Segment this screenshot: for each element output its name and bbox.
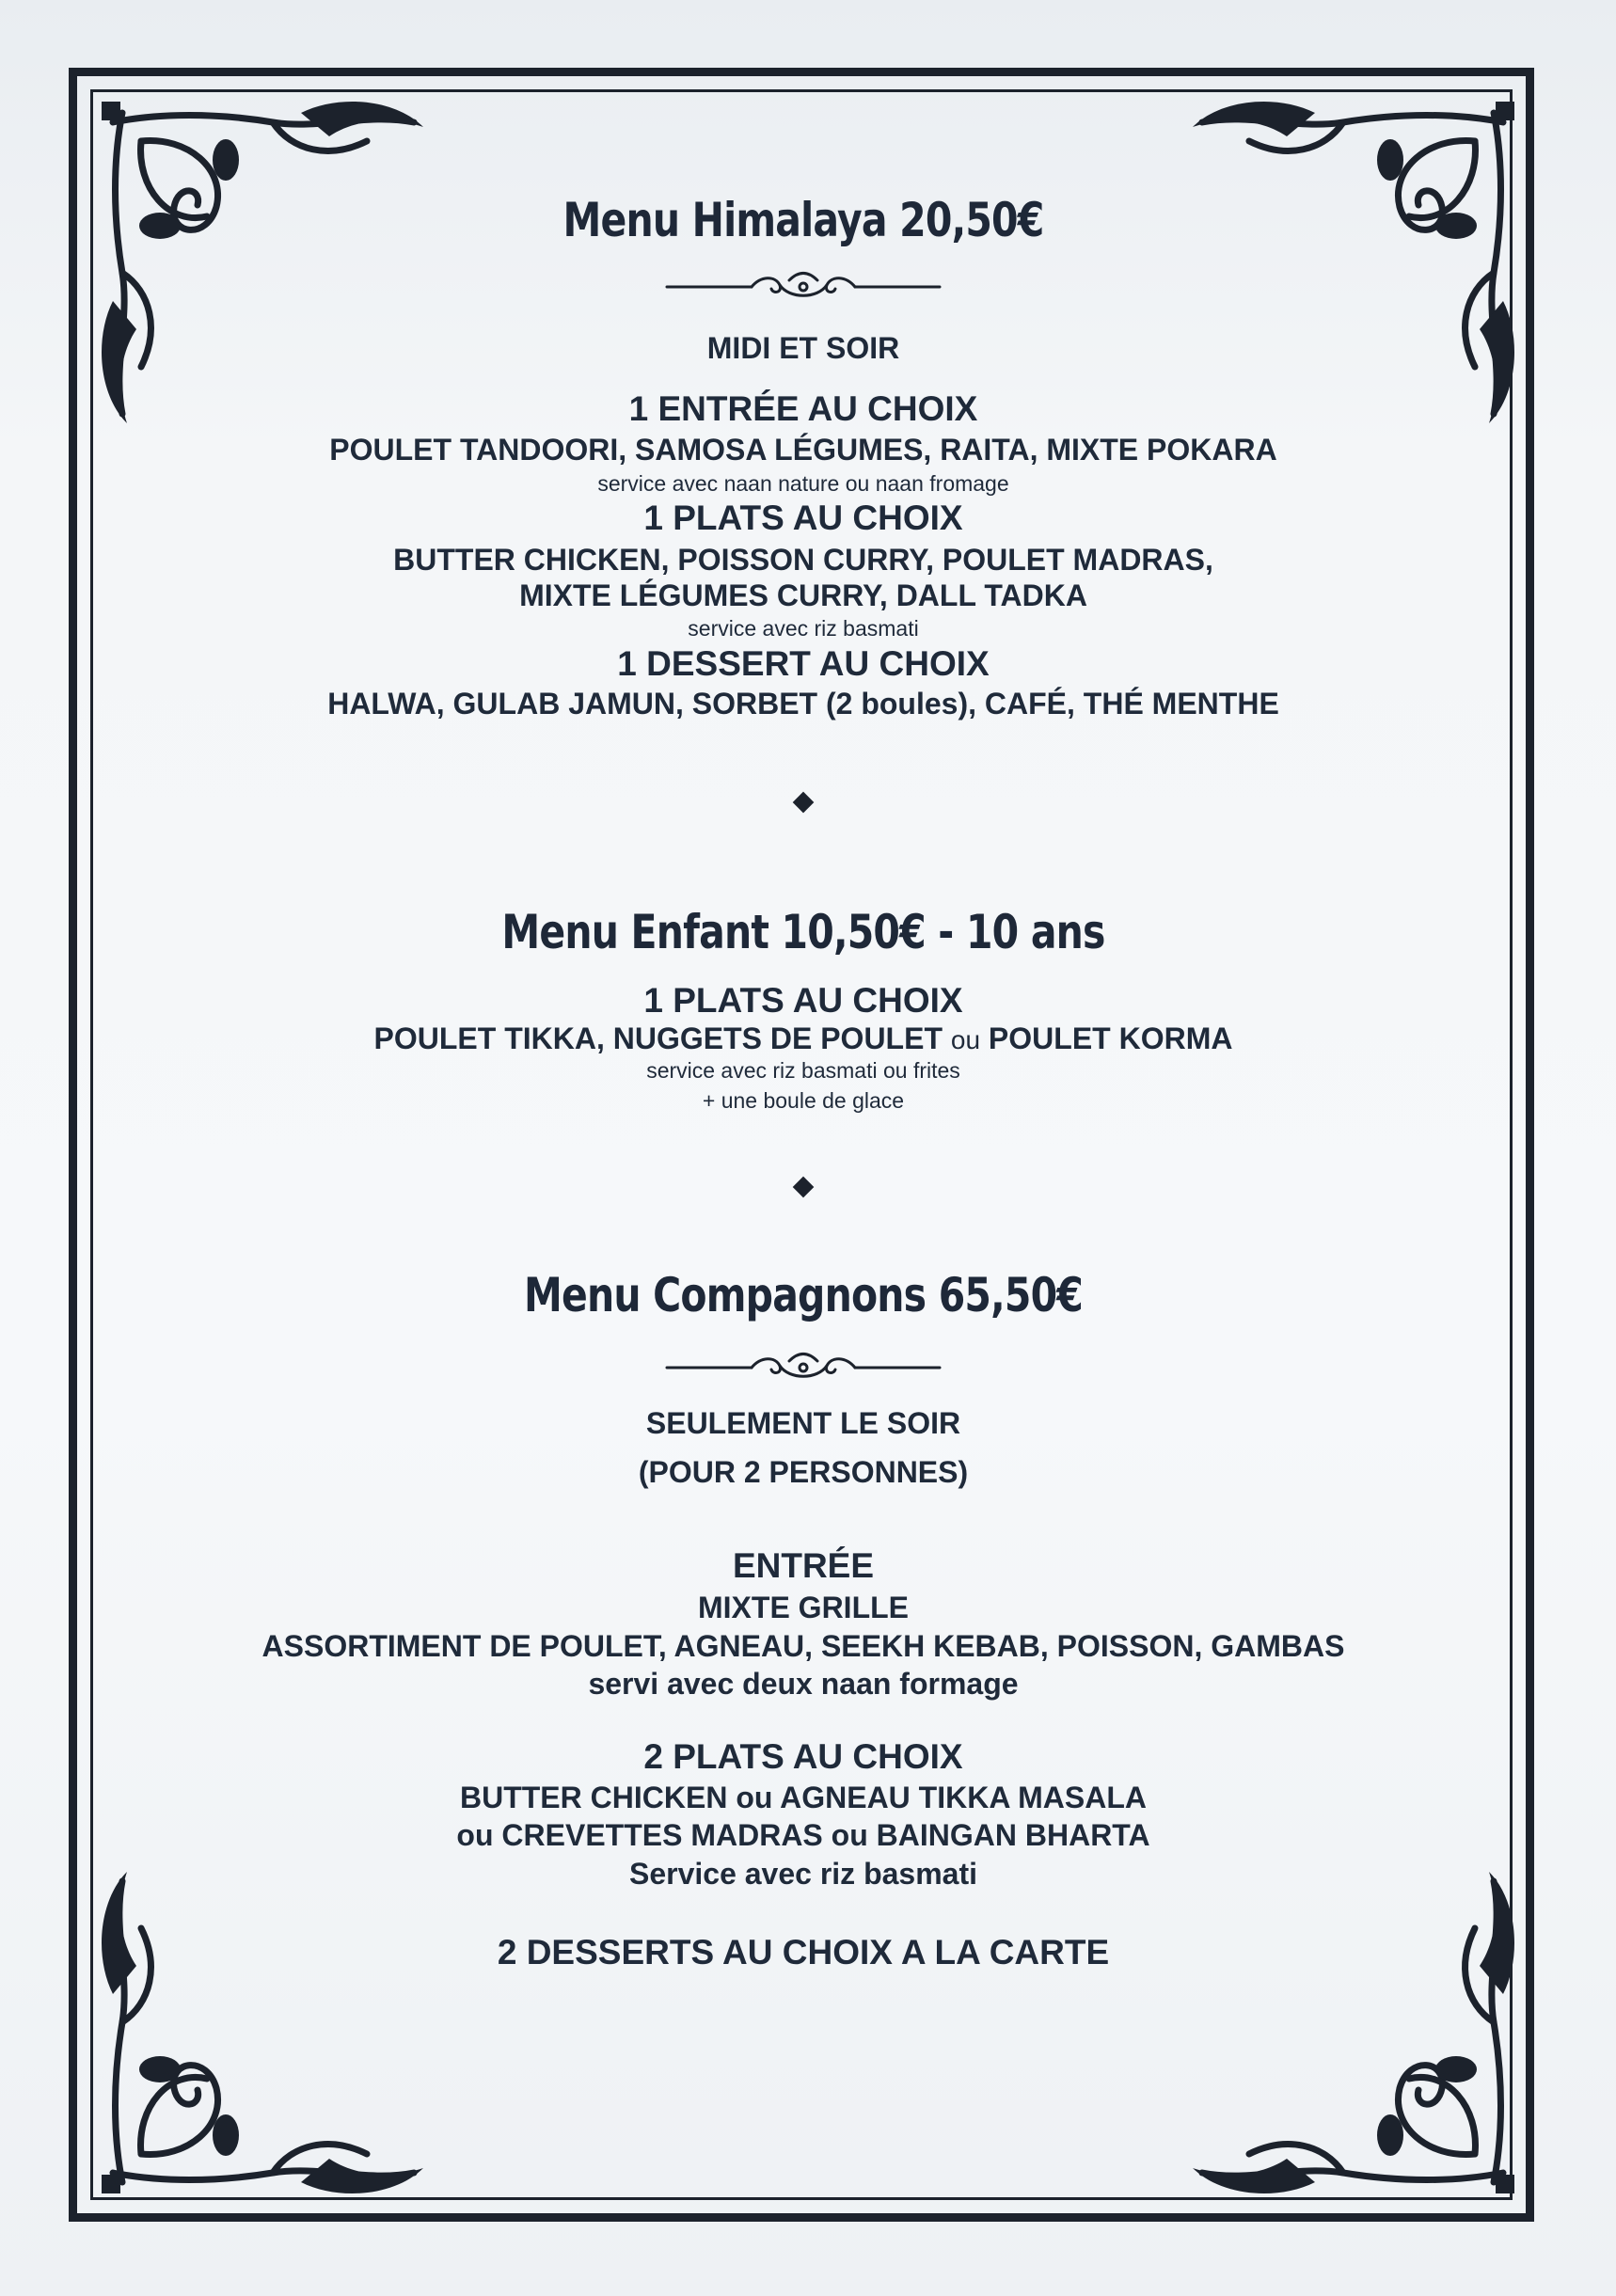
compagnons-dessert-heading: 2 DESSERTS AU CHOIX A LA CARTE [497, 1933, 1110, 1971]
enfant-note-1: service avec riz basmati ou frites [646, 1058, 960, 1083]
flourish-divider-icon [662, 1347, 944, 1385]
enfant-plats-items-b: POULET KORMA [988, 1021, 1233, 1055]
compagnons-entree-note: servi avec deux naan formage [588, 1667, 1019, 1701]
himalaya-plats-items-2: MIXTE LÉGUMES CURRY, DALL TADKA [519, 578, 1087, 612]
himalaya-dessert-heading: 1 DESSERT AU CHOIX [617, 644, 990, 683]
enfant-note-2: + une boule de glace [702, 1088, 905, 1113]
enfant-plats-items [141, 1021, 1465, 1056]
compagnons-title: Menu Compagnons 65,50€ [523, 1268, 1083, 1322]
flourish-divider-icon [662, 266, 944, 304]
himalaya-title: Menu Himalaya 20,50€ [562, 193, 1044, 247]
compagnons-subtitle-1: SEULEMENT LE SOIR [645, 1406, 961, 1440]
himalaya-plats-note: service avec riz basmati [688, 616, 919, 641]
compagnons-plats-heading: 2 PLATS AU CHOIX [643, 1737, 963, 1776]
compagnons-entree-heading: ENTRÉE [732, 1546, 875, 1585]
himalaya-plats-heading: 1 PLATS AU CHOIX [643, 499, 963, 537]
enfant-plats-heading: 1 PLATS AU CHOIX [643, 981, 963, 1020]
himalaya-subtitle: MIDI ET SOIR [706, 331, 900, 365]
himalaya-plats-items-1: BUTTER CHICKEN, POISSON CURRY, POULET MADRAS, [393, 543, 1213, 577]
compagnons-plats-items-2: ou CREVETTES MADRAS ou BAINGAN BHARTA [456, 1818, 1150, 1852]
enfant-plats-items-a: POULET TIKKA, NUGGETS DE POULET [373, 1021, 943, 1055]
himalaya-entree-items: POULET TANDOORI, SAMOSA LÉGUMES, RAITA, MIXTE POKARA [329, 433, 1277, 467]
himalaya-dessert-items: HALWA, GULAB JAMUN, SORBET (2 boules), CAFÉ, THÉ MENTHE [327, 687, 1279, 720]
compagnons-entree-items: ASSORTIMENT DE POULET, AGNEAU, SEEKH KEBAB, POISSON, GAMBAS [261, 1629, 1345, 1663]
himalaya-entree-note: service avec naan nature ou naan fromage [597, 471, 1009, 496]
enfant-title: Menu Enfant 10,50€ - 10 ans [501, 905, 1105, 959]
compagnons-plats-note: Service avec riz basmati [628, 1857, 977, 1891]
compagnons-plats-items-1: BUTTER CHICKEN ou AGNEAU TIKKA MASALA [459, 1781, 1148, 1814]
compagnons-entree-name: MIXTE GRILLE [698, 1591, 909, 1624]
himalaya-entree-heading: 1 ENTRÉE AU CHOIX [628, 389, 978, 428]
compagnons-subtitle-2: (POUR 2 PERSONNES) [638, 1455, 969, 1489]
enfant-plats-items-ou: ou [950, 1025, 981, 1054]
